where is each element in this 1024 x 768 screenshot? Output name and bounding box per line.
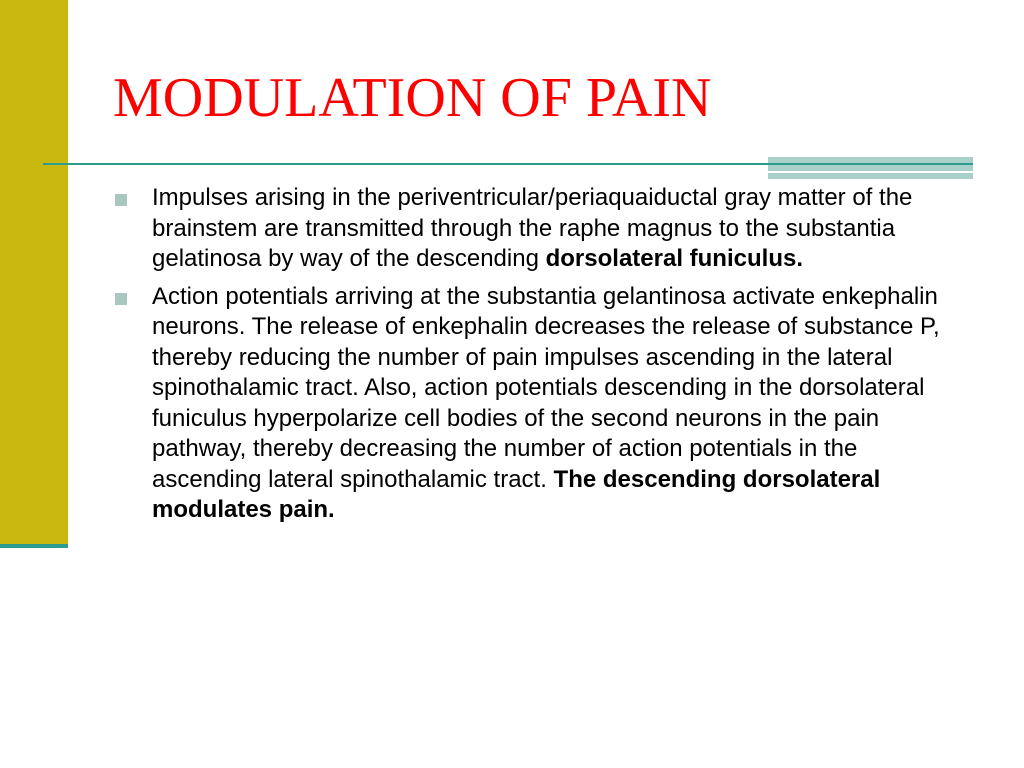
divider-stripe (768, 165, 973, 171)
bullet-item (115, 282, 955, 526)
bullet-bold-text: The descending dorsolateral modulates pain. (152, 465, 881, 523)
bullet-list (115, 183, 955, 533)
bullet-item (115, 183, 955, 275)
left-accent-underline (0, 544, 68, 548)
left-accent-bar (0, 0, 68, 546)
square-bullet-icon (115, 293, 127, 305)
bullet-bold-text: dorsolateral funiculus. (545, 245, 803, 272)
bullet-text: Impulses arising in the periventricular/periaquaiductal gray matter of the brainstem are transmitted through the raphe magnus to the substantia gelatinosa by way of the descending (152, 184, 913, 272)
bullet-text: Action potentials arriving at the substantia gelantinosa activate enkephalin neurons. The release of enkephalin decreases the release of substance P, thereby reducing the number of pain impulses ascending in the lateral spinothalamic tract. Also, action potentials descending in the dorsolateral funiculus hyperpolarize cell bodies of the second neurons in the pain pathway, thereby decreasing the number of action potentials in the ascending lateral spinothalamic tract. (152, 282, 940, 493)
slide-title: MODULATION OF PAIN (113, 67, 712, 129)
divider-stripe (768, 157, 973, 163)
title-divider-block (768, 157, 973, 179)
divider-stripe (768, 173, 973, 179)
square-bullet-icon (115, 194, 127, 206)
